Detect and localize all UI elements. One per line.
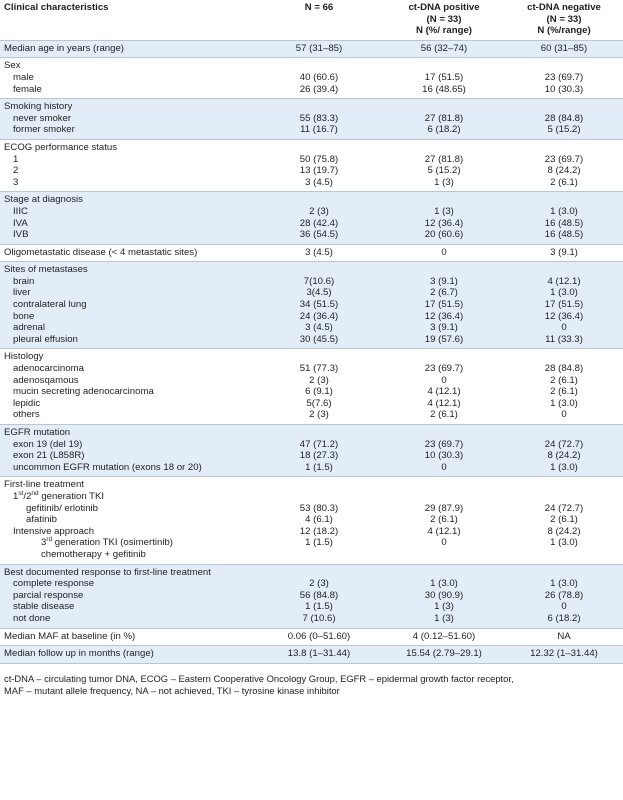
cell-total: 5(7.6) [306, 397, 332, 409]
gen12-text-c: generation TKI [38, 490, 105, 502]
table-row [0, 84, 623, 99]
row-label: lepidic [13, 397, 41, 409]
table-row [0, 601, 623, 613]
table-row [0, 514, 623, 526]
cell-total: 2 (3) [309, 409, 329, 421]
table-row [0, 165, 623, 177]
cell-total: 1 (1.5) [253, 601, 383, 613]
cell-positive: 1 (3) [434, 176, 454, 188]
table-row [0, 229, 623, 244]
cell-total: 1 (1.5) [253, 462, 383, 477]
cell-positive: 0 [441, 374, 447, 386]
table-row [0, 262, 623, 276]
cell-total: 3 (4.5) [305, 176, 333, 188]
cell-total: 34 (51.5) [253, 299, 383, 311]
table-row [0, 206, 623, 218]
cell-negative: 23 (69.7) [544, 71, 584, 83]
row-label: gefitinib/ erlotinib [26, 502, 98, 514]
group-stage [0, 192, 623, 244]
table-row [0, 526, 623, 538]
cell-total: 13.8 (1–31.44) [253, 646, 383, 664]
cell-total: 0.06 (0–51.60) [287, 630, 351, 642]
row-label: not done [0, 613, 253, 628]
row-label: contralateral lung [0, 299, 253, 311]
cell-negative: 1 (3.0) [503, 462, 623, 477]
group-title: Smoking history [0, 99, 623, 113]
table-row [0, 386, 623, 398]
table-row [0, 154, 623, 166]
cell-positive: 4 (12.1) [427, 386, 461, 398]
cell-positive: 27 (81.8) [383, 113, 503, 125]
row-label: adrenal [0, 322, 253, 334]
cell-total: 2 (3) [309, 374, 329, 386]
table-row [0, 349, 623, 363]
cell-total: 50 (75.8) [299, 153, 339, 165]
row-label-gen3 [0, 537, 253, 549]
cell-positive: 0 [441, 537, 447, 549]
cell-negative: 4 (12.1) [503, 276, 623, 288]
subgroup-title-gen12 [0, 491, 623, 503]
table-row [0, 299, 623, 311]
row-label: mucin secreting adenocarcinoma [13, 386, 154, 398]
header-ctdna-negative-line1: ct-DNA negative [527, 2, 601, 13]
group-title: ECOG performance status [4, 141, 118, 153]
header-ctdna-positive-line2: (N = 33) [426, 13, 462, 25]
table-row [0, 537, 623, 549]
cell-total: 30 (45.5) [253, 334, 383, 349]
cell-positive: 15.54 (2.79–29.1) [383, 646, 503, 664]
header-ctdna-negative [503, 0, 623, 40]
cell-positive: 1 (3) [383, 613, 503, 628]
cell-positive: 10 (30.3) [383, 450, 503, 462]
table-row [0, 124, 623, 139]
row-label: others [13, 409, 40, 421]
table-row [0, 477, 623, 491]
row-label: exon 19 (del 19) [0, 439, 253, 451]
cell-positive: 3 (9.1) [383, 322, 503, 334]
cell-negative: 12 (36.4) [503, 311, 623, 323]
cell-total: 36 (54.5) [253, 229, 383, 244]
row-label: brain [0, 276, 253, 288]
table-row [0, 322, 623, 334]
cell-positive: 17 (51.5) [424, 71, 464, 83]
row-label: female [13, 83, 42, 95]
cell-total: 7 (10.6) [253, 613, 383, 628]
row-label: complete response [0, 578, 253, 590]
row-label: Median age in years (range) [0, 40, 253, 58]
cell-positive: 4 (12.1) [427, 397, 461, 409]
cell-negative: 16 (48.5) [503, 218, 623, 230]
row-label: former smoker [0, 124, 253, 139]
table-row [0, 363, 623, 375]
group-title: Best documented response to first-line treatment [0, 564, 623, 578]
table-row [0, 192, 623, 206]
cell-total: 47 (71.2) [253, 439, 383, 451]
row-label: liver [0, 287, 253, 299]
cell-total: 3 (4.5) [305, 246, 333, 258]
cell-positive: 19 (57.6) [383, 334, 503, 349]
cell-negative: 8 (24.2) [547, 165, 581, 177]
cell-positive: 20 (60.6) [383, 229, 503, 244]
group-title: Sites of metastases [0, 262, 623, 276]
group-histology [0, 349, 623, 425]
cell-positive: 2 (6.7) [383, 287, 503, 299]
group-ecog [0, 139, 623, 191]
cell-negative: 26 (78.8) [503, 590, 623, 602]
cell-total: 55 (83.3) [253, 113, 383, 125]
group-follow-up [0, 646, 623, 664]
table-row [0, 398, 623, 410]
cell-negative: 10 (30.3) [544, 83, 584, 95]
group-oligometastatic [0, 244, 623, 262]
cell-negative: 1 (3.0) [550, 397, 578, 409]
row-label: adenosqamous [13, 374, 79, 386]
cell-negative: 8 (24.2) [503, 450, 623, 462]
cell-negative: 16 (48.5) [503, 229, 623, 244]
cell-positive: 16 (48.65) [422, 83, 466, 95]
row-label: pleural effusion [0, 334, 253, 349]
cell-total: 26 (39.4) [299, 83, 339, 95]
row-label: Median follow up in months (range) [0, 646, 253, 664]
cell-negative: 24 (72.7) [503, 439, 623, 451]
row-label: IIIC [0, 206, 253, 218]
cell-negative: 6 (18.2) [503, 613, 623, 628]
cell-total: 12 (18.2) [299, 525, 339, 537]
cell-total: 3 (4.5) [253, 322, 383, 334]
footnote-line-1: ct-DNA – circulating tumor DNA, ECOG – Eastern Cooperative Oncology Group, EGFR – epidermal growth factor receptor, [4, 672, 514, 684]
table-row [0, 218, 623, 230]
table-row [0, 646, 623, 664]
cell-positive: 12 (36.4) [383, 218, 503, 230]
cell-total: 1 (1.5) [305, 537, 333, 549]
table-row [0, 334, 623, 349]
row-label: bone [0, 311, 253, 323]
cell-positive: 56 (32–74) [383, 40, 503, 58]
group-smoking [0, 99, 623, 140]
cell-positive: 2 (6.1) [430, 409, 458, 421]
header-total: N = 66 [304, 2, 334, 13]
cell-total: 4 (6.1) [305, 514, 333, 526]
cell-positive: 30 (90.9) [383, 590, 503, 602]
row-label: chemotherapy + gefitinib [41, 548, 146, 560]
table-row [0, 549, 623, 564]
table-row [0, 287, 623, 299]
row-label: Median MAF at baseline (in %) [4, 630, 136, 642]
cell-positive: 6 (18.2) [383, 124, 503, 139]
table-row [0, 462, 623, 477]
group-first-line-treatment [0, 477, 623, 564]
table-row [0, 425, 623, 439]
row-label: 1 [13, 153, 19, 165]
cell-negative: 2 (6.1) [550, 514, 578, 526]
gen3-text-b: generation TKI (osimertinib) [52, 537, 173, 549]
table-row [0, 503, 623, 515]
table-footnote [0, 673, 614, 697]
cell-positive: 0 [383, 462, 503, 477]
cell-negative: NA [557, 630, 571, 642]
cell-positive: 4 (0.12–51.60) [412, 630, 476, 642]
cell-total: 11 (16.7) [253, 124, 383, 139]
cell-negative: 1 (3.0) [550, 537, 578, 549]
header-ctdna-positive-line1: ct-DNA positive [408, 2, 480, 13]
group-sex [0, 58, 623, 99]
cell-negative: 17 (51.5) [503, 299, 623, 311]
cell-positive: 23 (69.7) [383, 439, 503, 451]
cell-negative: 24 (72.7) [544, 502, 584, 514]
table-row [0, 113, 623, 125]
cell-total: 28 (42.4) [253, 218, 383, 230]
cell-negative: 8 (24.2) [547, 525, 581, 537]
cell-negative: 0 [503, 322, 623, 334]
cell-negative: 0 [503, 601, 623, 613]
group-age [0, 40, 623, 58]
group-metastases [0, 262, 623, 349]
cell-positive: 29 (87.9) [424, 502, 464, 514]
cell-total: 13 (19.7) [299, 165, 339, 177]
table-row [0, 450, 623, 462]
gen12-sup-a: st [18, 489, 24, 497]
row-label: Oligometastatic disease (< 4 metastatic sites) [4, 246, 198, 258]
cell-positive: 1 (3) [383, 206, 503, 218]
row-label: adenocarcinoma [13, 363, 84, 375]
cell-negative: 0 [561, 409, 567, 421]
row-label: male [13, 71, 34, 83]
table-row [0, 72, 623, 84]
gen3-sup: rd [46, 536, 53, 544]
cell-total: 7(10.6) [253, 276, 383, 288]
group-title: EGFR mutation [0, 425, 623, 439]
table-row [0, 409, 623, 424]
table-row [0, 375, 623, 387]
table-row [0, 491, 623, 503]
cell-negative: 28 (84.8) [544, 363, 584, 375]
row-label: IVA [0, 218, 253, 230]
header-ctdna-negative-line2: (N = 33) [546, 13, 582, 25]
cell-negative: 11 (33.3) [503, 334, 623, 349]
cell-total: 56 (84.8) [253, 590, 383, 602]
row-label: afatinib [26, 514, 57, 526]
cell-total: 51 (77.3) [299, 363, 339, 375]
cell-total: 24 (36.4) [253, 311, 383, 323]
cell-total: 6 (9.1) [305, 386, 333, 398]
table-row [0, 564, 623, 578]
table-row [0, 244, 623, 262]
cell-total: 2 (3) [253, 206, 383, 218]
table-row [0, 628, 623, 646]
cell-negative: 28 (84.8) [503, 113, 623, 125]
row-label: uncommon EGFR mutation (exons 18 or 20) [0, 462, 253, 477]
cell-negative: 1 (3.0) [503, 578, 623, 590]
table-row [0, 99, 623, 113]
cell-positive: 3 (9.1) [383, 276, 503, 288]
table-row [0, 590, 623, 602]
cell-positive: 2 (6.1) [430, 514, 458, 526]
gen12-text-b: /2 [23, 490, 32, 502]
row-label: stable disease [0, 601, 253, 613]
row-label: never smoker [0, 113, 253, 125]
table-row [0, 439, 623, 451]
header-ctdna-negative-line3: N (%/range) [537, 25, 591, 37]
cell-positive: 5 (15.2) [427, 165, 461, 177]
cell-positive: 27 (81.8) [424, 153, 464, 165]
table-row [0, 177, 623, 192]
cell-positive: 17 (51.5) [383, 299, 503, 311]
table-row [0, 276, 623, 288]
cell-total: 3(4.5) [253, 287, 383, 299]
table-row [0, 40, 623, 58]
cell-positive: 1 (3.0) [383, 578, 503, 590]
table-header [0, 0, 623, 40]
cell-negative: 12.32 (1–31.44) [503, 646, 623, 664]
row-label: 3 [13, 176, 19, 188]
cell-negative: 5 (15.2) [503, 124, 623, 139]
row-label: IVB [0, 229, 253, 244]
cell-positive: 12 (36.4) [383, 311, 503, 323]
group-title: First-line treatment [4, 479, 84, 491]
header-characteristics: Clinical characteristics [4, 2, 109, 13]
cell-negative: 23 (69.7) [544, 153, 584, 165]
cell-total: 40 (60.6) [299, 71, 339, 83]
cell-negative: 1 (3.0) [503, 206, 623, 218]
table-row [0, 578, 623, 590]
header-ctdna-positive-line3: N (%/ range) [416, 25, 472, 37]
cell-negative: 2 (6.1) [550, 176, 578, 188]
row-label: 2 [13, 165, 19, 177]
header-ctdna-positive [383, 0, 503, 40]
cell-positive: 0 [441, 246, 447, 258]
group-egfr [0, 425, 623, 477]
row-label: parcial response [0, 590, 253, 602]
gen12-sup-b: nd [31, 489, 39, 497]
group-title: Stage at diagnosis [0, 192, 623, 206]
cell-total: 2 (3) [253, 578, 383, 590]
cell-positive: 23 (69.7) [424, 363, 464, 375]
group-maf [0, 628, 623, 646]
gen3-text-a: 3 [41, 537, 47, 549]
cell-negative: 2 (6.1) [550, 374, 578, 386]
cell-negative: 60 (31–85) [503, 40, 623, 58]
cell-negative: 3 (9.1) [550, 246, 578, 258]
table-row [0, 613, 623, 628]
footnote-line-2: MAF – mutant allele frequency, NA – not achieved, TKI – tyrosine kinase inhibitor [4, 684, 340, 696]
cell-negative: 2 (6.1) [550, 386, 578, 398]
group-title: Sex [4, 60, 21, 72]
table-row [0, 139, 623, 153]
table-row [0, 311, 623, 323]
gen12-text-a: 1 [13, 490, 19, 502]
cell-total: 57 (31–85) [253, 40, 383, 58]
cell-negative: 1 (3.0) [503, 287, 623, 299]
cell-total: 18 (27.3) [253, 450, 383, 462]
group-best-response [0, 564, 623, 628]
group-title: Histology [4, 351, 44, 363]
cell-total: 53 (80.3) [299, 502, 339, 514]
table-row [0, 58, 623, 72]
row-label: Intensive approach [13, 525, 95, 537]
row-label: exon 21 (L858R) [0, 450, 253, 462]
cell-positive: 4 (12.1) [427, 525, 461, 537]
cell-positive: 1 (3) [383, 601, 503, 613]
